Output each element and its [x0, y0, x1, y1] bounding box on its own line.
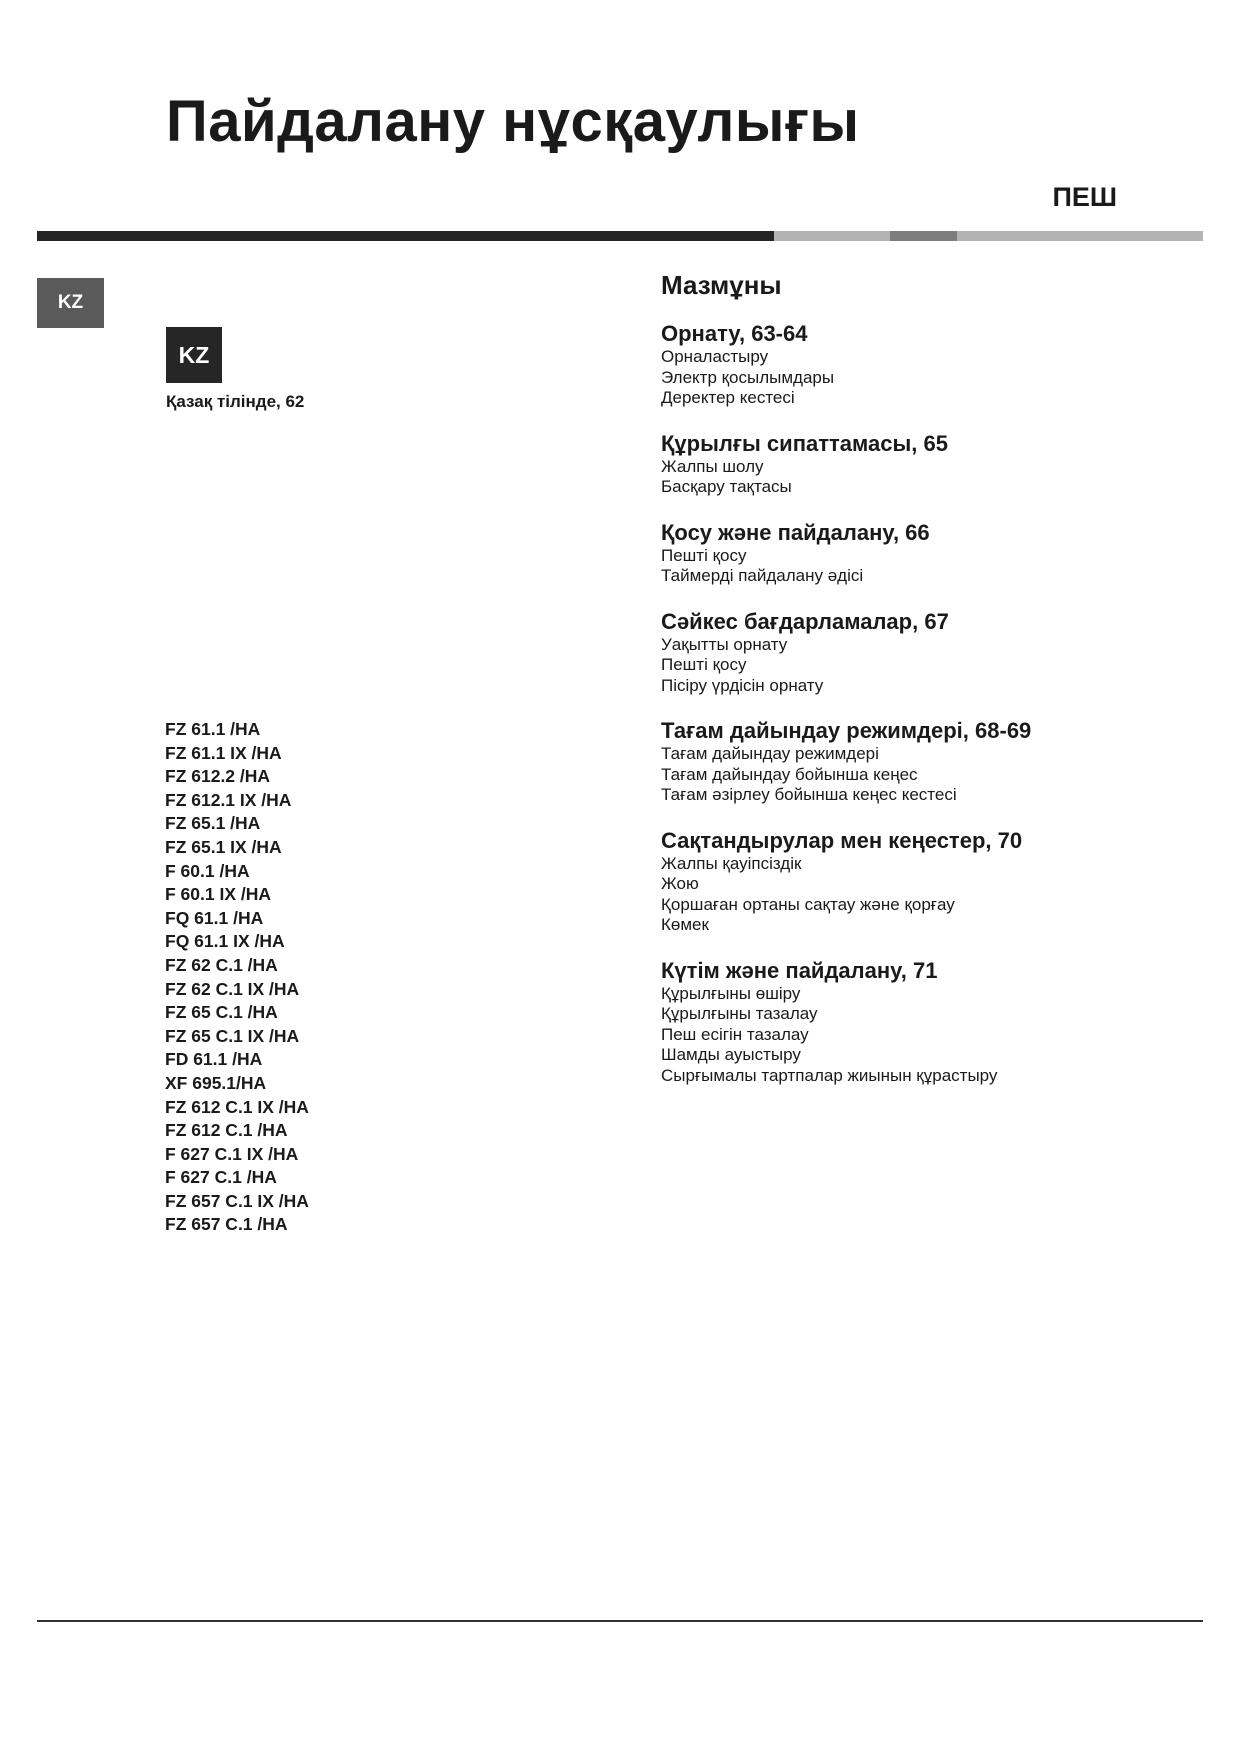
- model-item: FZ 657 C.1 /HA: [165, 1214, 288, 1235]
- toc-section-maintenance: [661, 958, 1201, 1087]
- toc-section-title[interactable]: Сақтандырулар мен кеңестер, 70: [661, 827, 1023, 853]
- toc-section-programs: [661, 609, 1201, 697]
- toc-item[interactable]: Тағам дайындау режимдері: [661, 744, 879, 763]
- toc-item[interactable]: Деректер кестесі: [661, 388, 795, 407]
- model-item: FZ 65.1 IX /HA: [165, 836, 282, 857]
- product-name: ПЕШ: [1052, 182, 1117, 212]
- model-item: XF 695.1/HA: [165, 1072, 267, 1093]
- document-title: Пайдалану нұсқаулығы: [166, 89, 860, 154]
- model-item: F 627 C.1 IX /HA: [165, 1143, 299, 1164]
- toc-section-installation: [661, 321, 1201, 409]
- table-of-contents: [661, 270, 1201, 1108]
- model-item: FQ 61.1 /HA: [165, 907, 264, 928]
- model-item: FZ 61.1 /HA: [165, 719, 261, 739]
- toc-item[interactable]: Орналастыру: [661, 347, 769, 366]
- toc-item[interactable]: Жалпы шолу: [661, 456, 764, 476]
- toc-item[interactable]: Таймерді пайдалану әдісі: [661, 566, 864, 585]
- toc-item[interactable]: Жою: [661, 874, 699, 893]
- model-item: FZ 612 C.1 /HA: [165, 1120, 288, 1141]
- model-item: FD 61.1 /HA: [165, 1049, 263, 1070]
- model-item: FZ 61.1 IX /HA: [165, 742, 282, 763]
- toc-section-startup: [661, 520, 1201, 587]
- toc-item[interactable]: Шамды ауыстыру: [661, 1045, 801, 1064]
- toc-item[interactable]: Жалпы қауіпсіздік: [661, 853, 802, 873]
- model-item: FZ 65 C.1 /HA: [165, 1002, 278, 1023]
- language-side-tab[interactable]: KZ: [37, 278, 104, 328]
- toc-item[interactable]: Басқару тақтасы: [661, 477, 792, 496]
- toc-item[interactable]: Пеш есігін тазалау: [661, 1024, 809, 1044]
- toc-section-title[interactable]: Құрылғы сипаттамасы, 65: [661, 430, 948, 456]
- model-item: FZ 612.2 /HA: [165, 766, 271, 787]
- header-divider-bar: [37, 231, 1203, 241]
- model-item: FZ 65.1 /HA: [165, 813, 261, 834]
- model-item: FZ 612 C.1 IX /HA: [165, 1096, 309, 1117]
- toc-section-description: [661, 431, 1201, 498]
- toc-item[interactable]: Тағам әзірлеу бойынша кеңес кестесі: [661, 785, 957, 804]
- toc-item[interactable]: Уақытты орнату: [661, 634, 788, 654]
- model-item: FZ 657 C.1 IX /HA: [165, 1190, 309, 1211]
- model-item: F 60.1 IX /HA: [165, 884, 272, 905]
- toc-item[interactable]: Пешті қосу: [661, 545, 747, 565]
- model-item: FZ 62 C.1 /HA: [165, 954, 278, 975]
- model-item: FZ 65 C.1 IX /HA: [165, 1025, 300, 1046]
- model-item: FQ 61.1 IX /HA: [165, 931, 285, 952]
- toc-section-title[interactable]: Сәйкес бағдарламалар, 67: [661, 608, 949, 634]
- language-code-badge: KZ: [166, 327, 222, 383]
- model-item: FZ 62 C.1 IX /HA: [165, 978, 300, 999]
- divider-dark-segment: [37, 231, 774, 241]
- toc-item[interactable]: Электр қосылымдары: [661, 367, 835, 387]
- toc-item[interactable]: Құрылғыны өшіру: [661, 983, 801, 1003]
- divider-light-segment-end: [957, 231, 1203, 241]
- model-item: F 60.1 /HA: [165, 860, 250, 881]
- toc-item[interactable]: Пісіру үрдісін орнату: [661, 675, 824, 695]
- footer-divider: [37, 1620, 1203, 1622]
- model-list: [165, 718, 309, 1237]
- toc-section-cooking-modes: [661, 718, 1201, 806]
- divider-mid-segment: [890, 231, 957, 241]
- toc-item[interactable]: Пешті қосу: [661, 655, 747, 674]
- toc-heading: Мазмұны: [661, 270, 782, 300]
- toc-section-title[interactable]: Тағам дайындау режимдері, 68-69: [661, 718, 1032, 743]
- model-item: FZ 612.1 IX /HA: [165, 789, 292, 810]
- toc-item[interactable]: Сырғымалы тартпалар жиынын құрастыру: [661, 1065, 998, 1085]
- model-item: F 627 C.1 /HA: [165, 1167, 277, 1188]
- toc-section-title[interactable]: Күтім және пайдалану, 71: [661, 957, 938, 983]
- toc-section-title[interactable]: Қосу және пайдалану, 66: [661, 519, 930, 545]
- toc-item[interactable]: Құрылғыны тазалау: [661, 1004, 818, 1023]
- divider-light-segment: [774, 231, 890, 241]
- toc-item[interactable]: Қоршаған ортаны сақтау және қорғау: [661, 894, 955, 914]
- language-page-label: Қазақ тілінде, 62: [166, 392, 305, 411]
- toc-section-title[interactable]: Орнату, 63-64: [661, 321, 808, 346]
- toc-section-safety: [661, 828, 1201, 936]
- toc-item[interactable]: Тағам дайындау бойынша кеңес: [661, 764, 918, 784]
- toc-item[interactable]: Көмек: [661, 915, 709, 934]
